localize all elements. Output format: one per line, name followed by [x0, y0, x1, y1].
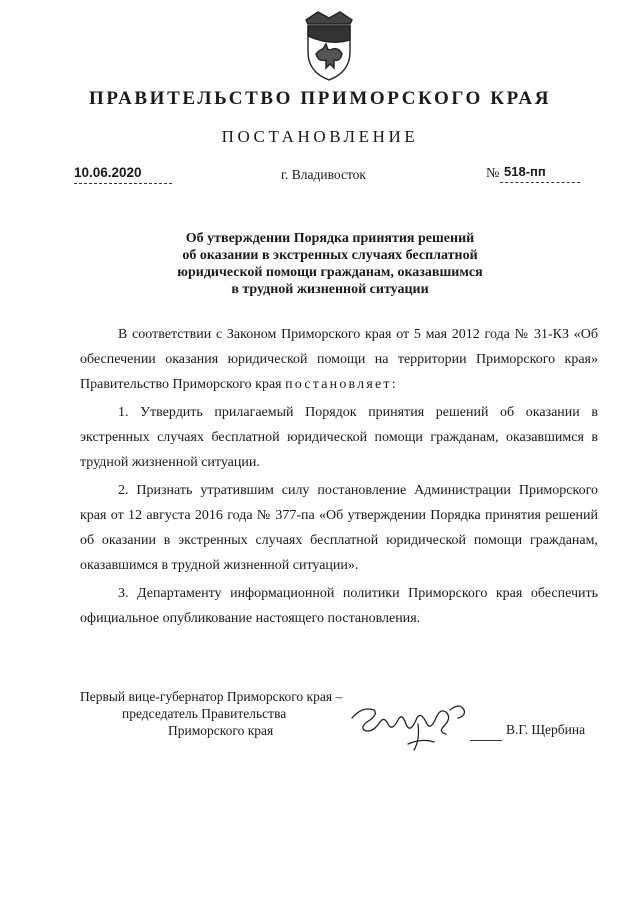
item-paragraph: 3. Департаменту информационной политики Приморского края обеспечить официальное опубликование настоящего постановления. [80, 586, 598, 626]
number-field [500, 164, 580, 182]
subject-line: об оказании в экстренных случаях бесплатной [182, 248, 478, 263]
item-paragraph: 2. Признать утратившим силу постановление Администрации Приморского края от 12 августа 2016 года № 377-па «Об утверждении Порядка принятия решений об оказании в экстренных случаях бесплатной юридической помощи гражданам, оказавшимся в трудной жизненной ситуации». [80, 483, 598, 573]
position-line: Приморского края [168, 723, 274, 738]
subject-line: юридической помощи гражданам, оказавшимся [177, 265, 483, 280]
signature-line [470, 740, 502, 741]
position-line: председатель Правительства [122, 706, 287, 721]
number-underline [500, 182, 580, 183]
coat-of-arms-icon [300, 10, 358, 82]
subject-line: Об утверждении Порядка принятия решений [185, 231, 475, 246]
document-city: г. Владивосток [281, 167, 366, 182]
date-underline [74, 183, 172, 184]
document-body [80, 322, 598, 634]
subject-line: в трудной жизненной ситуации [231, 282, 429, 297]
document-type: ПОСТАНОВЛЕНИЕ [221, 127, 419, 146]
date-field [74, 165, 172, 183]
position-line: Первый вице-губернатор Приморского края – [80, 689, 343, 704]
document-subject [140, 230, 520, 298]
decision-word: постановляет: [285, 377, 398, 392]
signer-name: В.Г. Щербина [506, 722, 586, 737]
item-paragraph: 1. Утвердить прилагаемый Порядок принятия решений об оказании в экстренных случаях бесплатной юридической помощи гражданам, оказавшимся в трудной жизненной ситуации. [80, 405, 598, 470]
document-number: 518-пп [504, 164, 546, 179]
preamble-text: В соответствии с Законом Приморского края от 5 мая 2012 года № 31-КЗ «Об обеспечении оказания юридической помощи на территории Приморского края» Правительство Приморского края [80, 327, 598, 392]
handwritten-signature-icon [348, 696, 478, 752]
organization-title: ПРАВИТЕЛЬСТВО ПРИМОРСКОГО КРАЯ [88, 88, 552, 109]
document-date: 10.06.2020 [74, 165, 142, 180]
number-sign: № [486, 166, 500, 181]
preamble-paragraph [80, 322, 598, 397]
